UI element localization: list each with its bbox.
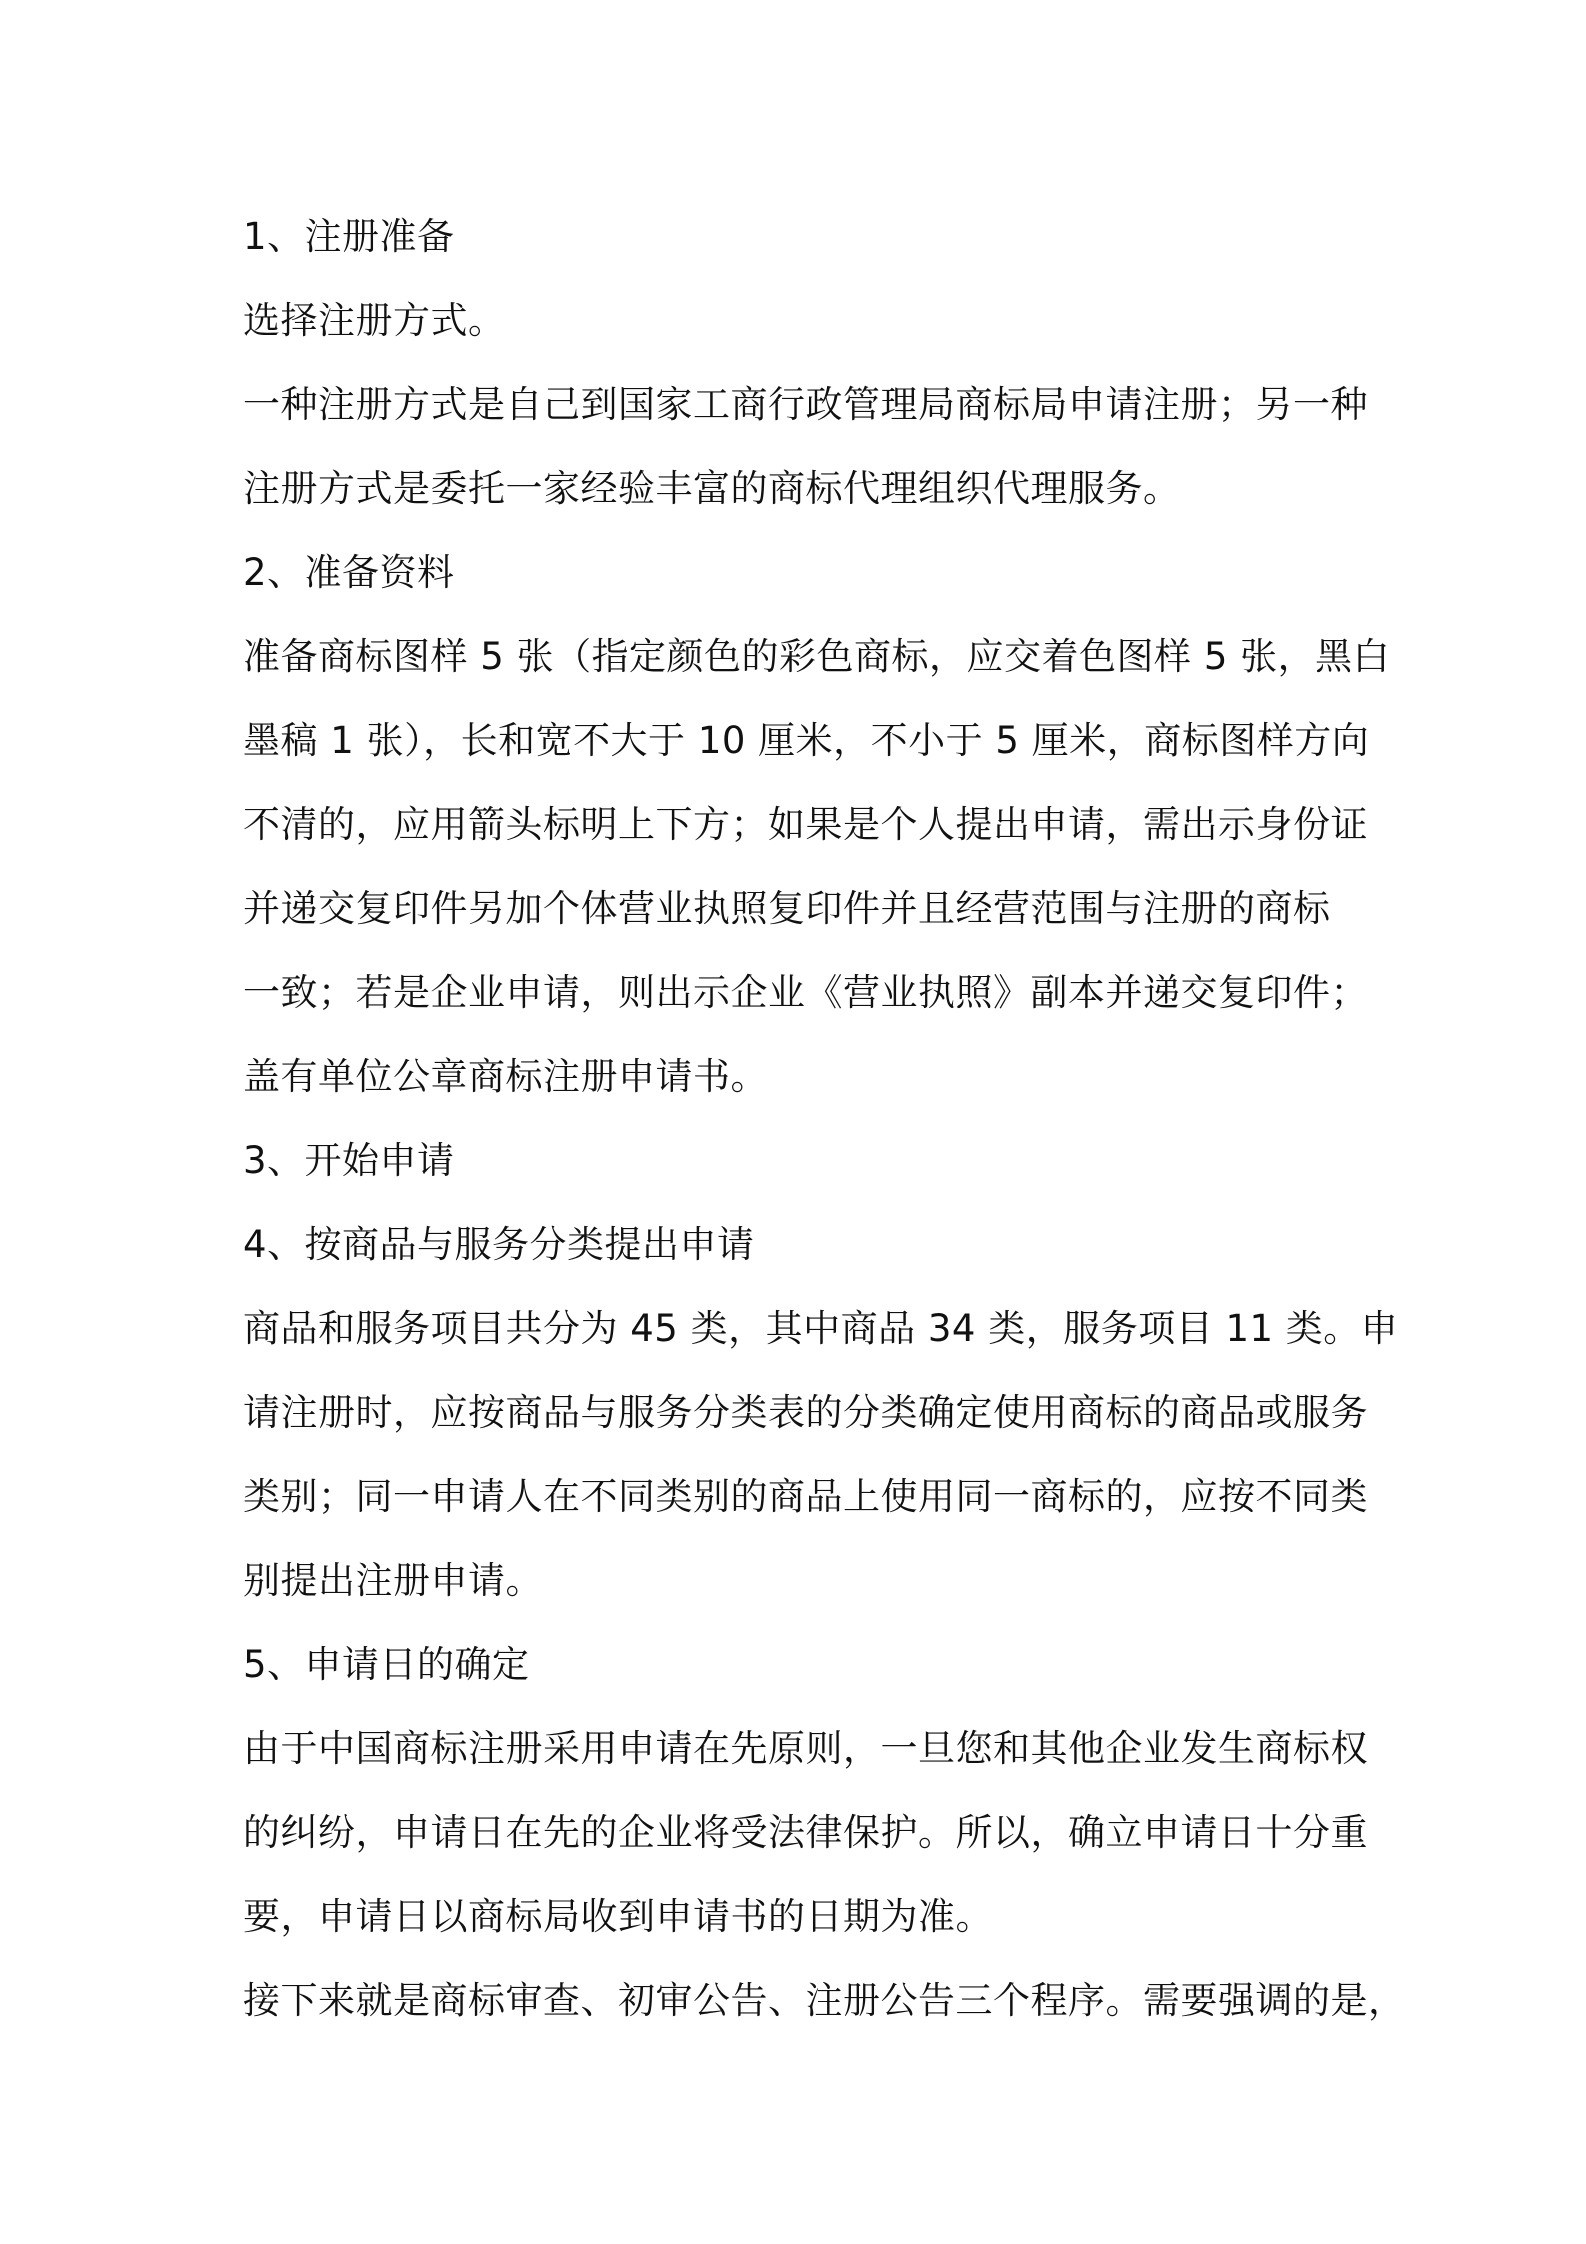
section-heading-registration-prep: 1、注册准备 — [243, 215, 455, 258]
paragraph-line: 选择注册方式。 — [243, 299, 506, 342]
paragraph-line: 别提出注册申请。 — [243, 1559, 543, 1602]
section-heading-classification: 4、按商品与服务分类提出申请 — [243, 1223, 755, 1266]
paragraph-line: 并递交复印件另加个体营业执照复印件并且经营范围与注册的商标 — [243, 887, 1331, 930]
paragraph-line: 类别；同一申请人在不同类别的商品上使用同一商标的，应按不同类 — [243, 1475, 1368, 1518]
paragraph-line: 由于中国商标注册采用申请在先原则，一旦您和其他企业发生商标权 — [243, 1727, 1368, 1770]
paragraph-line: 的纠纷，申请日在先的企业将受法律保护。所以，确立申请日十分重 — [243, 1811, 1368, 1854]
section-heading-prepare-materials: 2、准备资料 — [243, 551, 455, 594]
paragraph-line: 请注册时，应按商品与服务分类表的分类确定使用商标的商品或服务 — [243, 1391, 1368, 1434]
paragraph-line: 一种注册方式是自己到国家工商行政管理局商标局申请注册；另一种 — [243, 383, 1368, 426]
paragraph-line: 要，申请日以商标局收到申请书的日期为准。 — [243, 1895, 993, 1938]
paragraph-line: 不清的，应用箭头标明上下方；如果是个人提出申请，需出示身份证 — [243, 803, 1368, 846]
section-heading-start-application: 3、开始申请 — [243, 1139, 455, 1182]
paragraph-line: 盖有单位公章商标注册申请书。 — [243, 1055, 768, 1098]
section-heading-filing-date: 5、申请日的确定 — [243, 1643, 530, 1686]
paragraph-line: 墨稿 1 张），长和宽不大于 10 厘米，不小于 5 厘米，商标图样方向 — [243, 719, 1370, 762]
paragraph-line: 接下来就是商标审查、初审公告、注册公告三个程序。需要强调的是， — [243, 1979, 1406, 2022]
paragraph-line: 注册方式是委托一家经验丰富的商标代理组织代理服务。 — [243, 467, 1181, 510]
document-page — [243, 195, 1406, 2043]
paragraph-line: 商品和服务项目共分为 45 类，其中商品 34 类，服务项目 11 类。申 — [243, 1307, 1399, 1350]
paragraph-line: 准备商标图样 5 张（指定颜色的彩色商标，应交着色图样 5 张，黑白 — [243, 635, 1391, 678]
paragraph-line: 一致；若是企业申请，则出示企业《营业执照》副本并递交复印件； — [243, 971, 1368, 1014]
